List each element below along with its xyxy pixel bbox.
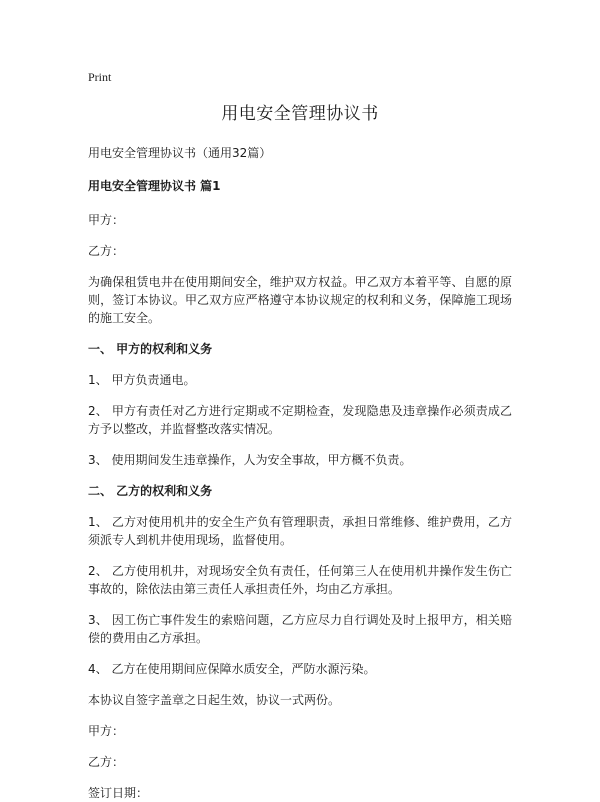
section-2-item: 2、 乙方使用机井，对现场安全负有责任，任何第三人在使用机井操作发生伤亡事故的，除依法由第三责任人承担责任外，均由乙方承担。 (88, 564, 512, 596)
sign-party-b: 乙方： (88, 755, 125, 769)
party-b-label: 乙方： (88, 244, 125, 258)
section-1-item: 1、 甲方负责通电。 (88, 373, 196, 387)
section-2-item: 3、 因工伤亡事件发生的索赔问题，乙方应尽力自行调处及时上报甲方，相关赔偿的费用由乙方承担。 (88, 613, 512, 645)
document-subtitle: 用电安全管理协议书（通用32篇） (88, 146, 272, 160)
sign-date: 签订日期： (88, 786, 149, 800)
intro-paragraph: 为确保租赁电井在使用期间安全，维护双方权益。甲乙双方本着平等、自愿的原则，签订本协议。甲乙双方应严格遵守本协议规定的权利和义务，保障施工现场的施工安全。 (88, 275, 512, 325)
party-a-label: 甲方： (88, 213, 125, 227)
section-2-item: 4、 乙方在使用期间应保障水质安全，严防水源污染。 (88, 662, 376, 676)
effective-clause: 本协议自签字盖章之日起生效，协议一式两份。 (88, 693, 341, 707)
section-2-title: 二、 乙方的权利和义务 (88, 484, 213, 498)
section-1-item: 2、 甲方有责任对乙方进行定期或不定期检查，发现隐患及违章操作必须责成乙方予以整改，并监督整改落实情况。 (88, 404, 512, 436)
section-1-title: 一、 甲方的权利和义务 (88, 342, 213, 356)
article-heading: 用电安全管理协议书 篇1 (88, 179, 221, 193)
section-1-item: 3、 使用期间发生违章操作，人为安全事故，甲方概不负责。 (88, 453, 412, 467)
sign-party-a: 甲方： (88, 724, 125, 738)
section-2-item: 1、 乙方对使用机井的安全生产负有管理职责，承担日常维修、维护费用，乙方须派专人到机井使用现场，监督使用。 (88, 515, 512, 547)
document-title: 用电安全管理协议书 (221, 104, 379, 124)
print-link[interactable]: Print (88, 70, 112, 84)
